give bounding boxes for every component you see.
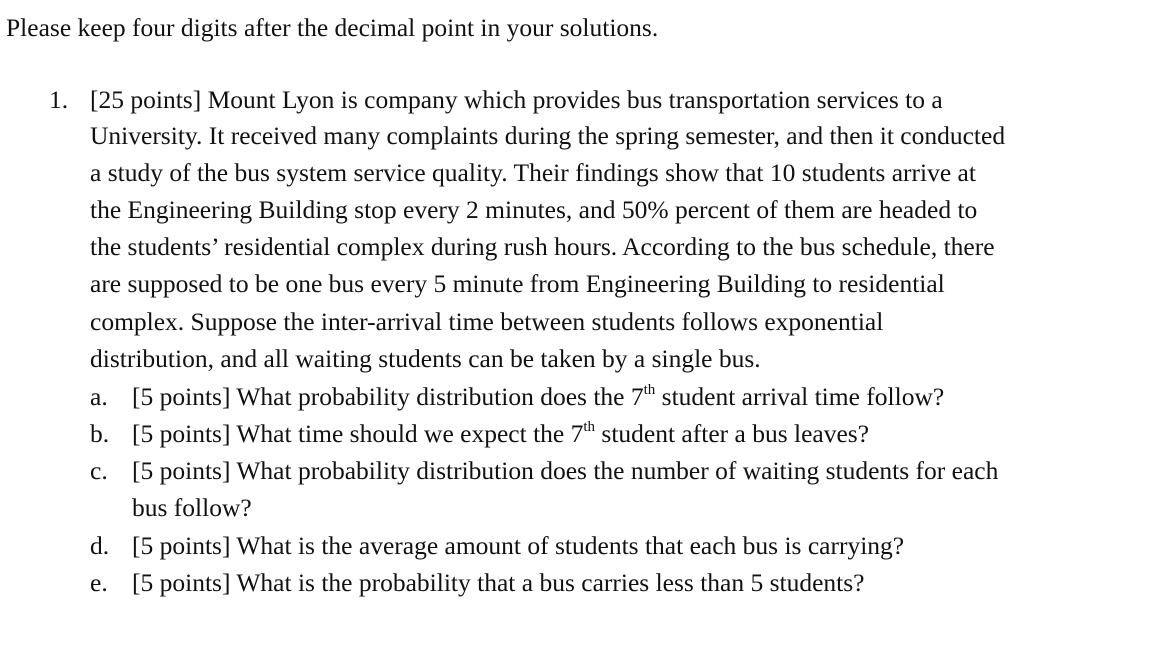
problem-line: the students’ residential complex during rush hours. According to the bus schedule, there (90, 232, 995, 261)
problem-line: the Engineering Building stop every 2 minutes, and 50% percent of them are headed to (90, 195, 978, 224)
part-d-text: [5 points] What is the average amount of students that each bus is carrying? (132, 531, 905, 560)
part-a-text: [5 points] What probability distribution does the 7th student arrival time follow? (132, 382, 945, 411)
problem-line: complex. Suppose the inter-arrival time between students follows exponential (90, 307, 884, 336)
part-c-text: [5 points] What probability distribution does the number of waiting students for each (132, 456, 999, 485)
part-d-marker: d. (90, 531, 110, 560)
problem-line: a study of the bus system service quality. Their findings show that 10 students arrive at (90, 158, 976, 187)
problem-line: distribution, and all waiting students can be taken by a single bus. (90, 344, 761, 373)
part-b-text: [5 points] What time should we expect the 7th student after a bus leaves? (132, 419, 870, 448)
instruction-text: Please keep four digits after the decimal point in your solutions. (6, 13, 659, 42)
part-c-marker: c. (90, 456, 108, 485)
part-c-text-cont: bus follow? (132, 493, 252, 522)
problem-line: [25 points] Mount Lyon is company which provides bus transportation services to a (90, 85, 943, 114)
part-a-marker: a. (90, 382, 108, 411)
part-b-marker: b. (90, 419, 110, 448)
problem-number: 1. (49, 85, 69, 114)
problem-line: University. It received many complaints during the spring semester, and then it conducted (90, 121, 1006, 150)
problem-line: are supposed to be one bus every 5 minute from Engineering Building to residential (90, 269, 945, 298)
part-e-marker: e. (90, 568, 108, 597)
part-e-text: [5 points] What is the probability that a bus carries less than 5 students? (132, 568, 865, 597)
